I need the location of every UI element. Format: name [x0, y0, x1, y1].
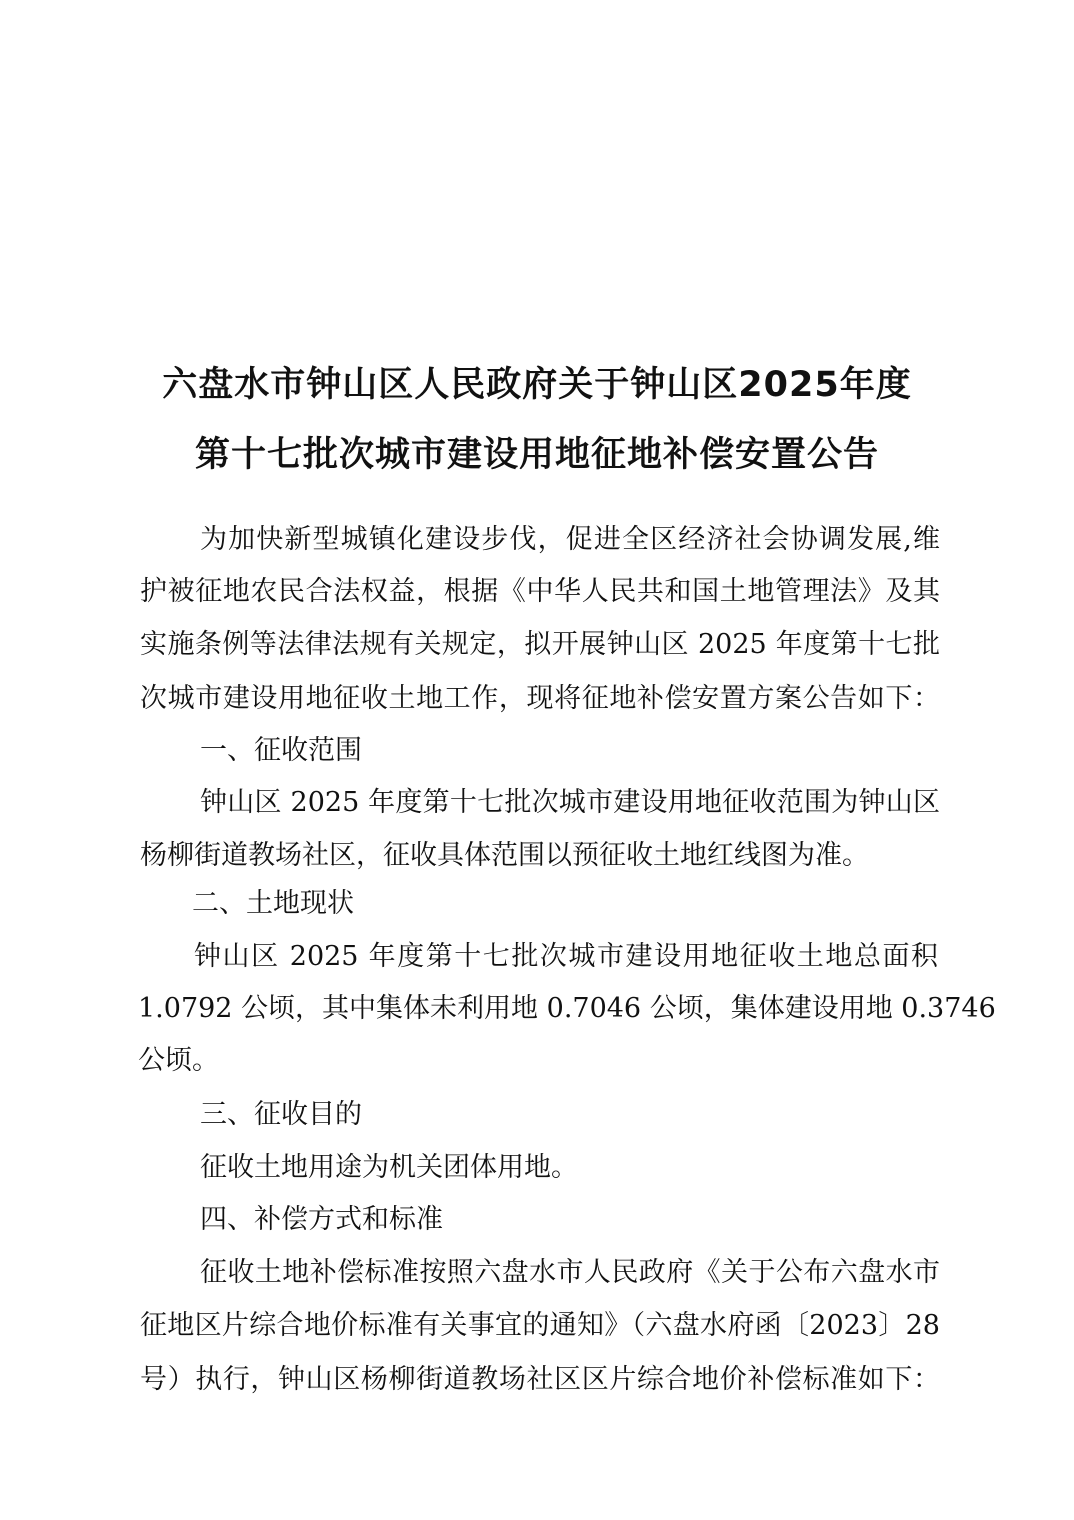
section-scope-line-2: 杨柳街道教场社区，征收具体范围以预征收土地红线图为准。: [140, 840, 869, 871]
intro-line-4: 次城市建设用地征收土地工作，现将征地补偿安置方案公告如下：: [140, 683, 940, 714]
title-line-1: 六盘水市钟山区人民政府关于钟山区2025年度: [162, 365, 912, 405]
document-title: [0, 366, 1074, 474]
section-heading-scope: 一、征收范围: [200, 735, 362, 766]
section-compensation-line-2: 征地区片综合地价标准有关事宜的通知》（六盘水府函〔2023〕28: [140, 1310, 940, 1341]
intro-line-3: 实施条例等法律法规有关规定，拟开展钟山区 2025 年度第十七批: [140, 629, 940, 660]
section-status-line-3: 公顷。: [138, 1045, 219, 1076]
section-compensation-line-1: 征收土地补偿标准按照六盘水市人民政府《关于公布六盘水市: [200, 1257, 940, 1288]
intro-line-2: 护被征地农民合法权益，根据《中华人民共和国土地管理法》及其: [140, 576, 940, 607]
title-line-2: 第十七批次城市建设用地征地补偿安置公告: [194, 435, 879, 475]
section-purpose-line-1: 征收土地用途为机关团体用地。: [200, 1152, 578, 1183]
section-scope-line-1: 钟山区 2025 年度第十七批次城市建设用地征收范围为钟山区: [200, 787, 940, 818]
section-heading-compensation: 四、补偿方式和标准: [200, 1204, 443, 1235]
section-status-line-1: 钟山区 2025 年度第十七批次城市建设用地征收土地总面积: [194, 941, 938, 972]
section-heading-status: 二、土地现状: [192, 888, 354, 919]
section-heading-purpose: 三、征收目的: [200, 1099, 362, 1130]
section-status-line-2: 1.0792 公顷，其中集体未利用地 0.7046 公顷，集体建设用地 0.3746: [138, 993, 996, 1024]
intro-line-1: 为加快新型城镇化建设步伐，促进全区经济社会协调发展,维: [200, 524, 940, 555]
section-compensation-line-3: 号）执行，钟山区杨柳街道教场社区区片综合地价补偿标准如下：: [140, 1364, 940, 1395]
